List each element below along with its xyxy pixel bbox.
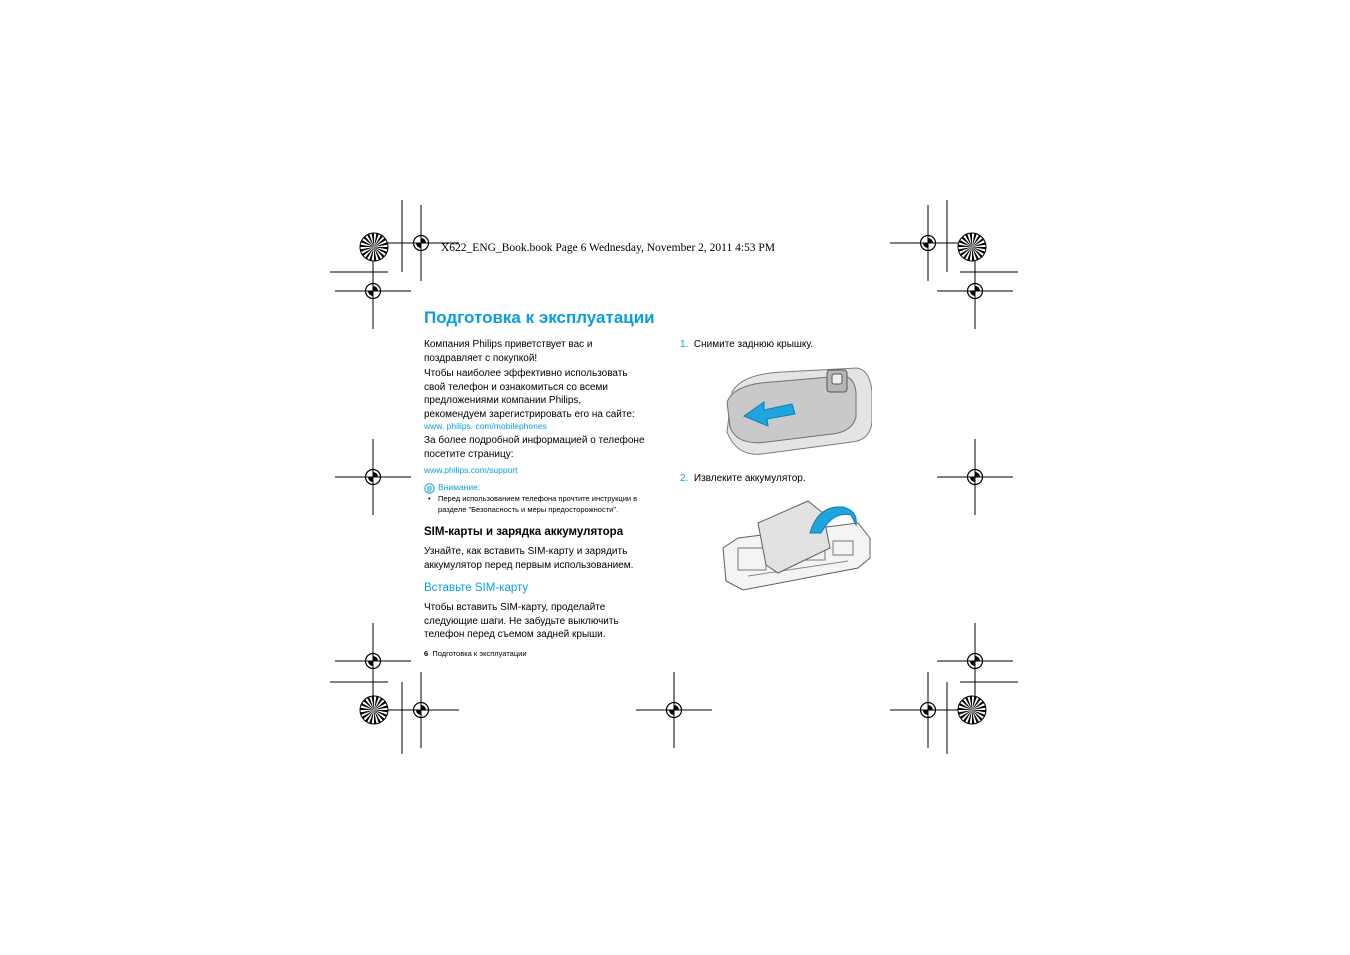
moreinfo-line: посетите страницу: — [424, 448, 514, 460]
note-heading: Внимание: — [438, 482, 481, 492]
registration-crosshair — [383, 672, 459, 748]
moreinfo-line: За более подробной информацией о телефоне — [424, 435, 645, 446]
step-1 — [680, 338, 813, 352]
welcome-line: поздравляет с покупкой! — [424, 352, 538, 364]
welcome-line: Компания Philips приветствует вас и — [424, 339, 593, 350]
step-text: Снимите заднюю крышку. — [693, 339, 814, 350]
subsection-line: следующие шаги. Не забудьте выключить — [424, 615, 619, 627]
section-paragraph — [424, 545, 633, 572]
book-header-line: X622_ENG_Book.book Page 6 Wednesday, November 2, 2011 4:53 PM — [441, 242, 776, 254]
color-star-target — [958, 233, 986, 261]
subsection-line: телефон перед съемом задней крыши. — [424, 629, 606, 640]
remove-back-cover-illustration — [722, 362, 872, 457]
subsection-paragraph — [424, 601, 619, 642]
page-title: Подготовка к эксплуатации — [424, 308, 655, 327]
footer-section: Подготовка к эксплуатации — [432, 649, 527, 658]
remove-battery-illustration — [718, 493, 873, 591]
section-line: аккумулятор перед первым использованием. — [424, 559, 634, 571]
section-line: Узнайте, как вставить SIM-карту и зарядить — [424, 546, 628, 557]
color-star-target — [360, 233, 388, 261]
page-number: 6 — [424, 649, 429, 658]
welcome-paragraph — [424, 338, 593, 365]
color-star-target — [360, 696, 388, 724]
registration-crosshair — [335, 253, 411, 329]
step-number: 1. — [680, 339, 689, 350]
moreinfo-paragraph — [424, 434, 645, 461]
subsection-line: Чтобы вставить SIM-карту, проделайте — [424, 602, 606, 613]
step-2 — [680, 472, 806, 486]
register-line: свой телефон и ознакомиться со всеми — [424, 381, 608, 393]
register-paragraph — [424, 367, 635, 421]
registration-crosshair — [335, 439, 411, 515]
note-text — [438, 493, 637, 515]
register-line: предложениями компании Philips, — [424, 395, 582, 406]
registration-crosshair — [890, 205, 966, 281]
register-line: Чтобы наиболее эффективно использовать — [424, 368, 628, 379]
section-title: SIM-карты и зарядка аккумулятора — [424, 526, 624, 538]
note-line: Перед использованием телефона прочтите инструкции в — [438, 494, 638, 503]
step-text: Извлеките аккумулятор. — [693, 473, 806, 484]
registration-crosshair — [890, 672, 966, 748]
registration-crosshair — [335, 623, 411, 699]
register-line: рекомендуем зарегистрировать его на сайте: — [424, 408, 635, 420]
step-number: 2. — [680, 473, 689, 484]
support-link[interactable]: www.philips.com/support — [424, 465, 518, 475]
registration-crosshair — [937, 623, 1013, 699]
mobilephones-link[interactable]: www. philips. com/mobilephones — [424, 421, 547, 431]
subsection-title: Вставьте SIM-карту — [424, 582, 529, 594]
registration-crosshair — [636, 672, 712, 748]
page-footer — [424, 649, 527, 658]
color-star-target — [958, 696, 986, 724]
registration-crosshair — [937, 253, 1013, 329]
registration-crosshair — [937, 439, 1013, 515]
note-bullet: • — [428, 494, 431, 503]
note-line: разделе "Безопасность и меры предосторожности". — [438, 505, 619, 514]
